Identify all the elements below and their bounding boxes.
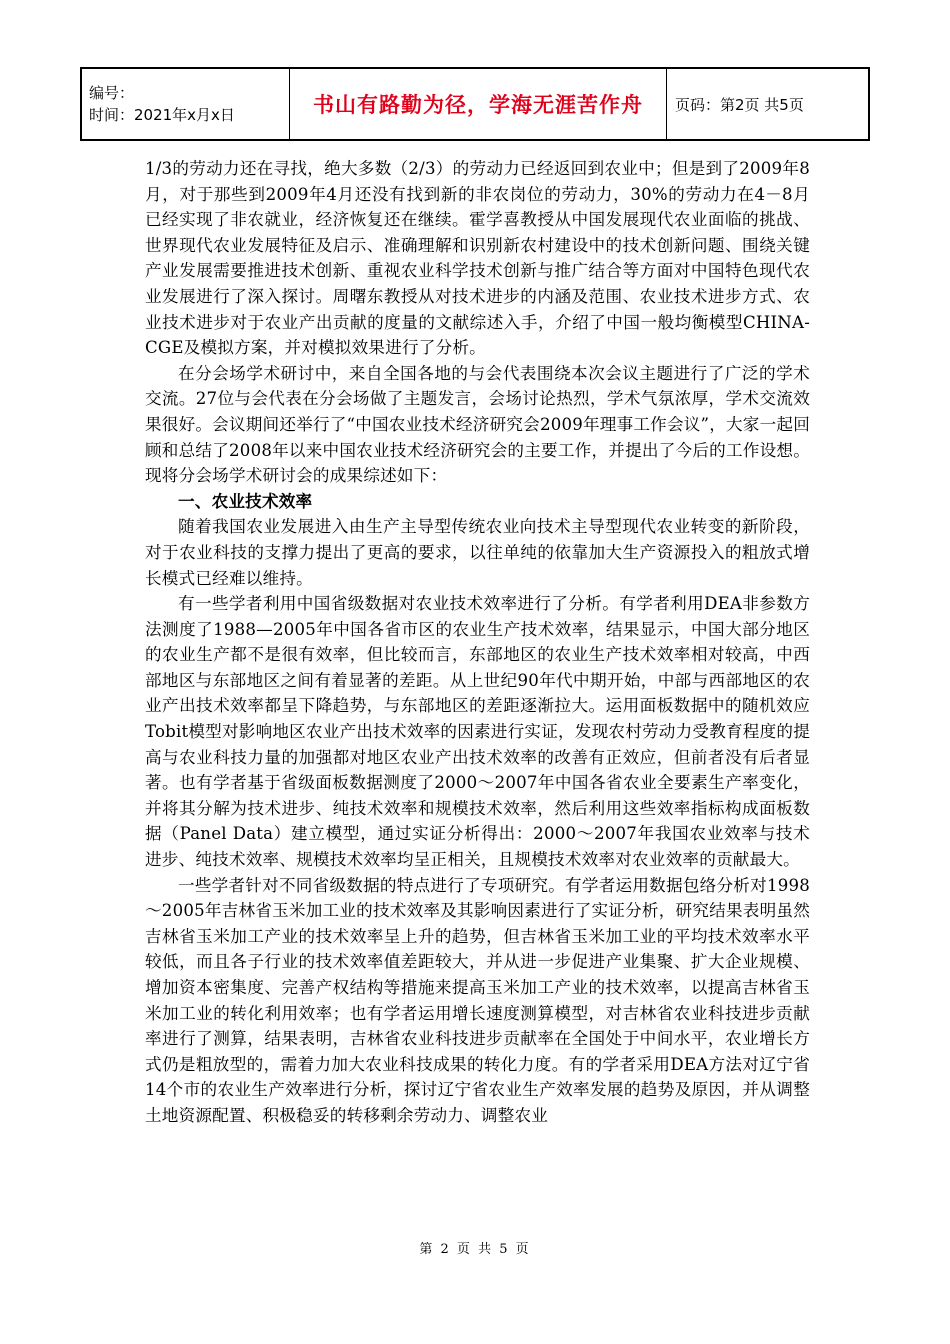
document-body (145, 156, 810, 1129)
header-page-number: 页码：第2页 共5页 (667, 68, 870, 140)
paragraph-4: 有一些学者利用中国省级数据对农业技术效率进行了分析。有学者利用DEA非参数方法测度了1988—2005年中国各省市区的农业生产技术效率，结果显示，中国大部分地区的农业生产都不是很有效率，但比较而言，东部地区的农业生产技术效率相对较高，中西部地区与东部地区之间有着显著的差距。从上世纪90年代中期开始，中部与西部地区的农业产出技术效率都呈下降趋势，与东部地区的差距逐渐拉大。运用面板数据中的随机效应Tobit模型对影响地区农业产出技术效率的因素进行实证，发现农村劳动力受教育程度的提高与农业科技力量的加强都对地区农业产出技术效率的改善有正效应，但前者没有后者显著。也有学者基于省级面板数据测度了2000～2007年中国各省农业全要素生产率变化，并将其分解为技术进步、纯技术效率和规模技术效率，然后利用这些效率指标构成面板数据（Panel Data）建立模型，通过实证分析得出：2000～2007年我国农业效率与技术进步、纯技术效率、规模技术效率均呈正相关，且规模技术效率对农业效率的贡献最大。 (145, 594, 810, 870)
paragraph-5: 一些学者针对不同省级数据的特点进行了专项研究。有学者运用数据包络分析对1998～2005年吉林省玉米加工业的技术效率及其影响因素进行了实证分析，研究结果表明虽然吉林省玉米加工产业的技术效率呈上升的趋势，但吉林省玉米加工业的平均技术效率水平较低，而且各子行业的技术效率值差距较大，并从进一步促进产业集聚、扩大企业规模、增加资本密集度、完善产权结构等措施来提高玉米加工产业的技术效率，以提高吉林省玉米加工业的转化利用效率；也有学者运用增长速度测算模型，对吉林省农业科技进步贡献率进行了测算，结果表明，吉林省农业科技进步贡献率在全国处于中间水平，农业增长方式仍是粗放型的，需着力加大农业科技成果的转化力度。有的学者采用DEA方法对辽宁省14个市的农业生产效率进行分析，探讨辽宁省农业生产效率发展的趋势及原因，并从调整土地资源配置、积极稳妥的转移剩余劳动力、调整农业 (145, 875, 810, 1125)
section-heading-1: 一、农业技术效率 (178, 491, 313, 511)
paragraph-3: 随着我国农业发展进入由生产主导型传统农业向技术主导型现代农业转变的新阶段，对于农业科技的支撑力提出了更高的要求，以往单纯的依靠加大生产资源投入的粗放式增长模式已经难以维持。 (145, 517, 810, 588)
page-footer: 第 2 页 共 5 页 (419, 1242, 531, 1257)
header-number: 编号： (89, 84, 135, 102)
header-meta (81, 68, 290, 140)
paragraph-1: 1/3的劳动力还在寻找，绝大多数（2/3）的劳动力已经返回到农业中；但是到了2009年8月，对于那些到2009年4月还没有找到新的非农岗位的劳动力，30%的劳动力在4－8月已经实现了非农就业，经济恢复还在继续。霍学喜教授从中国发展现代农业面临的挑战、世界现代农业发展特征及启示、准确理解和识别新农村建设中的技术创新问题、围绕关键产业发展需要推进技术创新、重视农业科学技术创新与推广结合等方面对中国特色现代农业发展进行了深入探讨。周曙东教授从对技术进步的内涵及范围、农业技术进步方式、农业技术进步对于农业产出贡献的度量的文献综述入手，介绍了中国一般均衡模型CHINA-CGE及模拟方案，并对模拟效果进行了分析。 (145, 159, 810, 358)
paragraph-2: 在分会场学术研讨中，来自全国各地的与会代表围绕本次会议主题进行了广泛的学术交流。27位与会代表在分会场做了主题发言，会场讨论热烈，学术气氛浓厚，学术交流效果很好。会议期间还举行了“中国农业技术经济研究会2009年理事工作会议”，大家一起回顾和总结了2008年以来中国农业技术经济研究会的主要工作，并提出了今后的工作设想。现将分会场学术研讨会的成果综述如下： (145, 363, 810, 486)
header-motto: 书山有路勤为径，学海无涯苦作舟 (290, 68, 667, 140)
header-time: 时间：2021年x月x日 (89, 106, 235, 124)
page-header (80, 67, 870, 141)
